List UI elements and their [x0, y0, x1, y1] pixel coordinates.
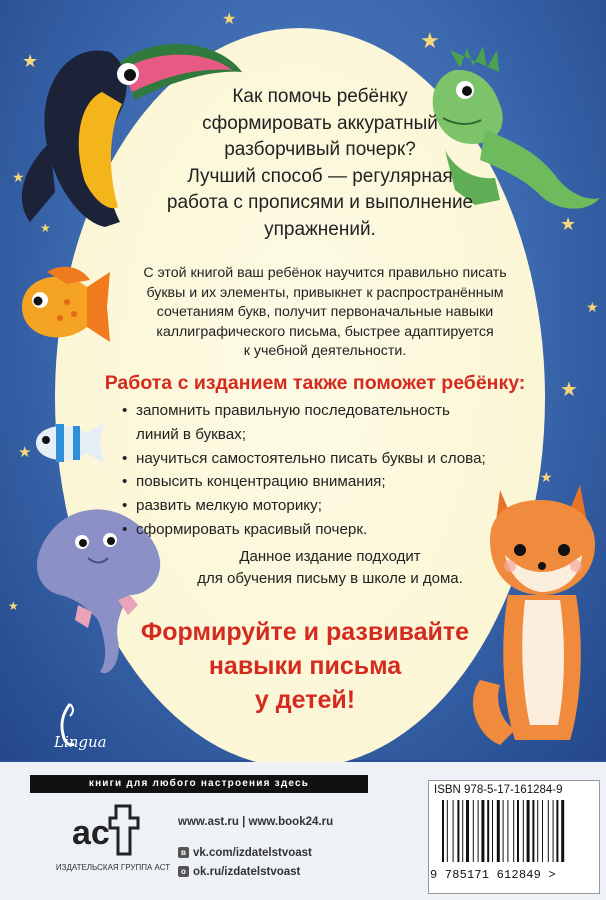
list-item: • сформировать красивый почерк.	[122, 518, 562, 542]
note-line: Данное издание подходит	[239, 548, 421, 565]
paragraph-line: сочетаниям букв, получит первоначальные навыки	[156, 304, 494, 320]
intro-line: работа с прописями и выполнение	[166, 192, 474, 213]
isbn-number: ISBN 978-5-17-161284-9	[434, 784, 563, 796]
paragraph-line: каллиграфического письма, быстрее адаптируется	[156, 323, 494, 340]
striped-fish-illustration	[28, 418, 108, 468]
star-decoration: ★	[560, 214, 577, 234]
benefits-list	[122, 399, 562, 542]
slogan-line: у детей!	[254, 686, 356, 714]
intro-line: разборчивый почерк?	[224, 139, 416, 160]
website-links[interactable]: www.ast.ru | www.book24.ru	[178, 816, 334, 828]
list-item: • развить мелкую моторику;	[122, 494, 562, 518]
paragraph-line: С этой книгой ваш ребёнок научится правильно писать	[143, 265, 507, 281]
star-decoration: ★	[586, 299, 599, 315]
lingua-logo-text: Lingua	[54, 733, 107, 751]
intro-line: упражнений.	[264, 218, 376, 240]
star-decoration: ★	[540, 469, 553, 485]
note-line: для обучения письму в школе и дома.	[197, 570, 463, 587]
list-item: • научиться самостоятельно писать буквы и слова;	[122, 447, 562, 471]
svg-text:ac: ac	[72, 814, 110, 852]
star-decoration: ★	[222, 11, 237, 28]
social-ok[interactable]	[178, 866, 300, 878]
barcode-digits: 9 785171 612849 >	[430, 868, 556, 882]
barcode-icon	[440, 800, 590, 862]
list-item-continuation: линий в буквах;	[136, 425, 246, 443]
intro-line: сформировать аккуратный	[202, 112, 438, 134]
star-decoration: ★	[560, 379, 578, 401]
tagline-banner: книги для любого настроения здесь	[30, 775, 368, 793]
star-decoration: ★	[22, 51, 39, 71]
intro-line: Как помочь ребёнку	[232, 86, 408, 107]
social-ok-link[interactable]: ok.ru/izdatelstvoast	[193, 866, 301, 878]
star-decoration: ★	[8, 599, 19, 613]
benefits-heading: Работа с изданием также поможет ребёнку:	[104, 372, 526, 394]
odnoklassniki-icon: о	[178, 866, 189, 877]
ast-logo-icon	[70, 798, 140, 856]
ast-caption: ИЗДАТЕЛЬСКАЯ ГРУППА АСТ	[55, 863, 171, 872]
list-item: • запомнить правильную последовательность	[122, 399, 562, 423]
orange-fish-illustration	[12, 262, 112, 352]
paragraph-line: буквы и их элементы, привыкнет к распространённым	[146, 284, 504, 301]
social-vk[interactable]	[178, 847, 312, 859]
paragraph-line: к учебной деятельности.	[243, 343, 407, 359]
star-decoration: ★	[420, 28, 440, 53]
slogan-line: Формируйте и развивайте	[140, 618, 470, 646]
intro-line: Лучший способ — регулярная	[187, 165, 453, 187]
description-paragraph	[100, 264, 550, 362]
star-decoration: ★	[40, 221, 51, 235]
slogan	[90, 615, 520, 717]
slogan-line: навыки письма	[208, 652, 402, 680]
vk-icon: в	[178, 847, 189, 858]
star-decoration: ★	[18, 444, 32, 461]
star-decoration: ★	[12, 169, 25, 185]
list-item: • повысить концентрацию внимания;	[122, 470, 562, 494]
intro-text	[120, 84, 520, 243]
usage-note	[160, 546, 500, 590]
social-vk-link[interactable]: vk.com/izdatelstvoast	[193, 847, 312, 859]
